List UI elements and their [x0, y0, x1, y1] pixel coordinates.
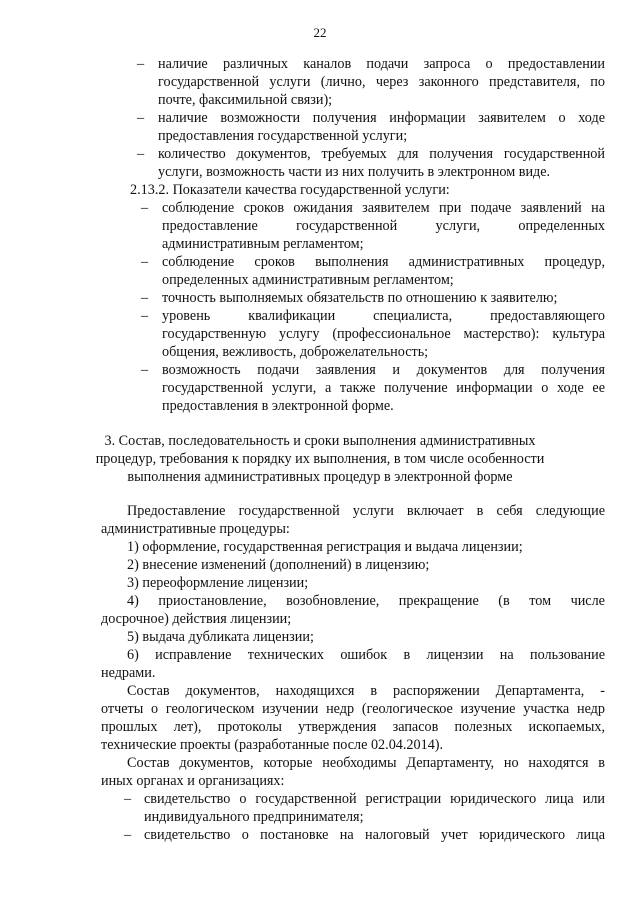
- bullet-item: [144, 790, 605, 826]
- other-organizations-paragraph: [101, 754, 605, 790]
- text-line: технические проекты (разработанные после 02.04.2014).: [101, 737, 444, 753]
- procedure-item: [101, 592, 605, 628]
- text-line: свидетельство о государственной регистрации юридического лица или: [144, 791, 605, 807]
- text-line: 6) исправление технических ошибок в лицензии на пользование: [127, 647, 605, 663]
- heading-line: 3. Состав, последовательность и сроки выполнения административных: [104, 433, 536, 449]
- bullet-marker: –: [137, 110, 145, 126]
- department-documents-paragraph: [101, 682, 605, 754]
- bullet-item: [144, 826, 605, 844]
- bullet-marker: –: [141, 200, 149, 216]
- text-line: услуги, возможность части из них получить в электронном виде.: [158, 164, 551, 180]
- procedure-item: [127, 556, 605, 574]
- text-line: государственную услугу (профессиональное мастерство): культура: [162, 326, 605, 342]
- subsection-heading: 2.13.2. Показатели качества государственной услуги:: [130, 182, 450, 198]
- heading-line: выполнения административных процедур в электронной форме: [127, 469, 513, 485]
- text-line: количество документов, требуемых для получения государственной: [158, 146, 605, 162]
- bullet-item: [162, 253, 605, 289]
- bullet-item: [162, 361, 605, 415]
- procedure-item: [127, 574, 605, 592]
- text-line: свидетельство о постановке на налоговый учет юридического лица: [144, 827, 605, 843]
- text-line: 1) оформление, государственная регистрация и выдача лицензии;: [127, 539, 523, 555]
- text-line: определенных административным регламентом;: [162, 272, 454, 288]
- text-line: уровень квалификации специалиста, предоставляющего: [162, 308, 605, 324]
- bullet-marker: –: [124, 827, 132, 843]
- bullet-marker: –: [141, 254, 149, 270]
- bullet-item: [162, 307, 605, 361]
- text-line: Состав документов, которые необходимы Департаменту, но находятся в: [127, 755, 605, 771]
- text-line: административные процедуры:: [101, 521, 290, 537]
- text-line: наличие различных каналов подачи запроса о предоставлении: [158, 56, 605, 72]
- text-line: наличие возможности получения информации заявителем о ходе: [158, 110, 605, 126]
- procedure-item: [101, 646, 605, 682]
- text-line: соблюдение сроков ожидания заявителем при подаче заявлений на: [162, 200, 605, 216]
- bullet-marker: –: [137, 146, 145, 162]
- bullet-item: [158, 109, 605, 145]
- text-line: почте, факсимильной связи);: [158, 92, 333, 108]
- bullet-item: [158, 145, 605, 181]
- text-line: Состав документов, находящихся в распоряжении Департамента, -: [127, 683, 605, 699]
- bullet-marker: –: [124, 791, 132, 807]
- text-line: 2) внесение изменений (дополнений) в лицензию;: [127, 557, 430, 573]
- text-line: 5) выдача дубликата лицензии;: [127, 629, 314, 645]
- section-heading: [90, 432, 550, 486]
- text-line: предоставления в электронной форме.: [162, 398, 394, 414]
- bullet-marker: –: [137, 56, 145, 72]
- text-line: соблюдение сроков выполнения административных процедур,: [162, 254, 605, 270]
- text-line: возможность подачи заявления и документов для получения: [162, 362, 605, 378]
- intro-paragraph: [101, 502, 605, 538]
- text-line: точность выполняемых обязательств по отношению к заявителю;: [162, 290, 558, 306]
- text-line: иных органах и организациях:: [101, 773, 285, 789]
- bullet-item: [162, 199, 605, 253]
- text-line: досрочное) действия лицензии;: [101, 611, 292, 627]
- text-line: отчеты о геологическом изучении недр (геологическое изучение участка недр: [101, 701, 605, 717]
- text-line: административным регламентом;: [162, 236, 364, 252]
- text-line: 3) переоформление лицензии;: [127, 575, 309, 591]
- text-line: 4) приостановление, возобновление, прекращение (в том числе: [127, 593, 605, 609]
- text-line: Предоставление государственной услуги включает в себя следующие: [127, 503, 605, 519]
- text-line: общения, вежливость, доброжелательность;: [162, 344, 429, 360]
- text-line: недрами.: [101, 665, 156, 681]
- bullet-marker: –: [141, 290, 149, 306]
- bullet-item: [162, 289, 605, 307]
- text-line: индивидуального предпринимателя;: [144, 809, 364, 825]
- procedure-item: [127, 538, 605, 556]
- text-line: прошлых лет), протоколы утверждения запасов полезных ископаемых,: [101, 719, 605, 735]
- text-line: предоставления государственной услуги;: [158, 128, 408, 144]
- text-line: государственной услуги (лично, через законного представителя, по: [158, 74, 605, 90]
- heading-line: процедур, требования к порядку их выполнения, в том числе особенности: [95, 451, 545, 467]
- text-line: предоставление государственной услуги, определенных: [162, 218, 605, 234]
- bullet-marker: –: [141, 308, 149, 324]
- procedure-item: [127, 628, 605, 646]
- bullet-marker: –: [141, 362, 149, 378]
- text-line: государственной услуги, а также получение информации о ходе ее: [162, 380, 605, 396]
- bullet-item: [158, 55, 605, 109]
- page-number: 22: [313, 25, 327, 40]
